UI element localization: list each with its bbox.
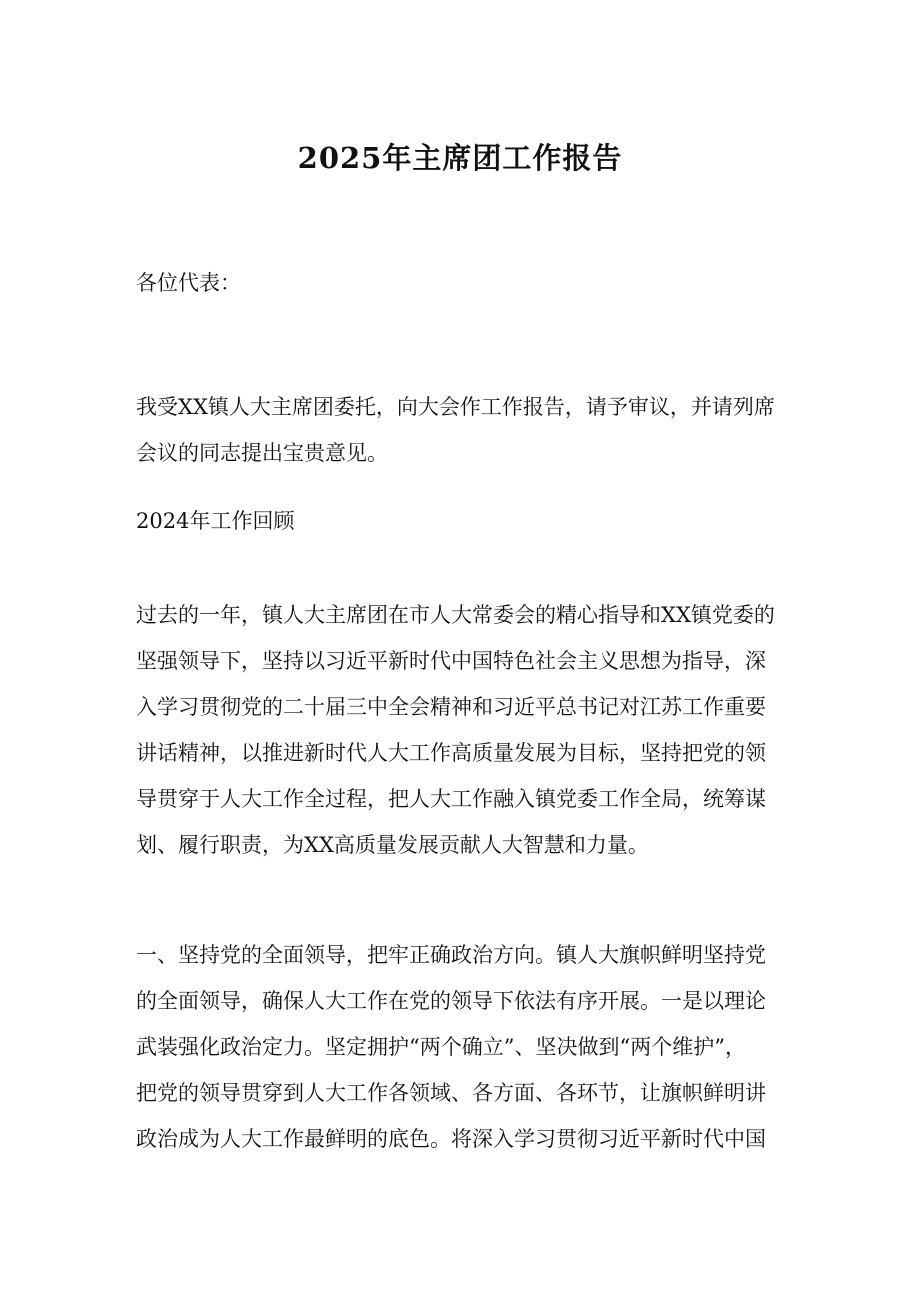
paragraph-line: 划、履行职责，为XX高质量发展贡献人大智慧和力量。 — [136, 833, 649, 857]
past-year-paragraph — [136, 592, 786, 868]
section-one-paragraph — [136, 932, 786, 1162]
paragraph-line: 导贯穿于人大工作全过程，把人大工作融入镇党委工作全局，统筹谋 — [136, 787, 766, 811]
paragraph-line: 政治成为人大工作最鲜明的底色。将深入学习贯彻习近平新时代中国 — [136, 1127, 766, 1151]
greeting-paragraph — [136, 260, 786, 306]
paragraph-line: 我受XX镇人大主席团委托，向大会作工作报告，请予审议，并请列席 — [136, 395, 775, 419]
paragraph-line: 的全面领导，确保人大工作在党的领导下依法有序开展。一是以理论 — [136, 989, 766, 1013]
paragraph-line: 坚强领导下，坚持以习近平新时代中国特色社会主义思想为指导，深 — [136, 649, 766, 673]
section-heading-paragraph — [136, 498, 786, 544]
paragraph-line: 过去的一年，镇人大主席团在市人大常委会的精心指导和XX镇党委的 — [136, 603, 775, 627]
paragraph-line: 把党的领导贯穿到人大工作各领域、各方面、各环节，让旗帜鲜明讲 — [136, 1081, 766, 1105]
paragraph-line: 一、坚持党的全面领导，把牢正确政治方向。镇人大旗帜鲜明坚持党 — [136, 943, 766, 967]
paragraph-line: 讲话精神，以推进新时代人大工作高质量发展为目标，坚持把党的领 — [136, 741, 766, 765]
entrust-paragraph — [136, 384, 786, 476]
paragraph-line: 会议的同志提出宝贵意见。 — [136, 441, 388, 465]
greeting-line: 各位代表： — [136, 271, 241, 295]
section-heading: 2024年工作回顾 — [136, 509, 295, 533]
paragraph-line: 入学习贯彻党的二十届三中全会精神和习近平总书记对江苏工作重要 — [136, 695, 766, 719]
document-title: 2025年主席团工作报告 — [297, 141, 623, 175]
paragraph-line: 武装强化政治定力。坚定拥护“两个确立”、坚决做到“两个维护”， — [136, 1035, 746, 1059]
